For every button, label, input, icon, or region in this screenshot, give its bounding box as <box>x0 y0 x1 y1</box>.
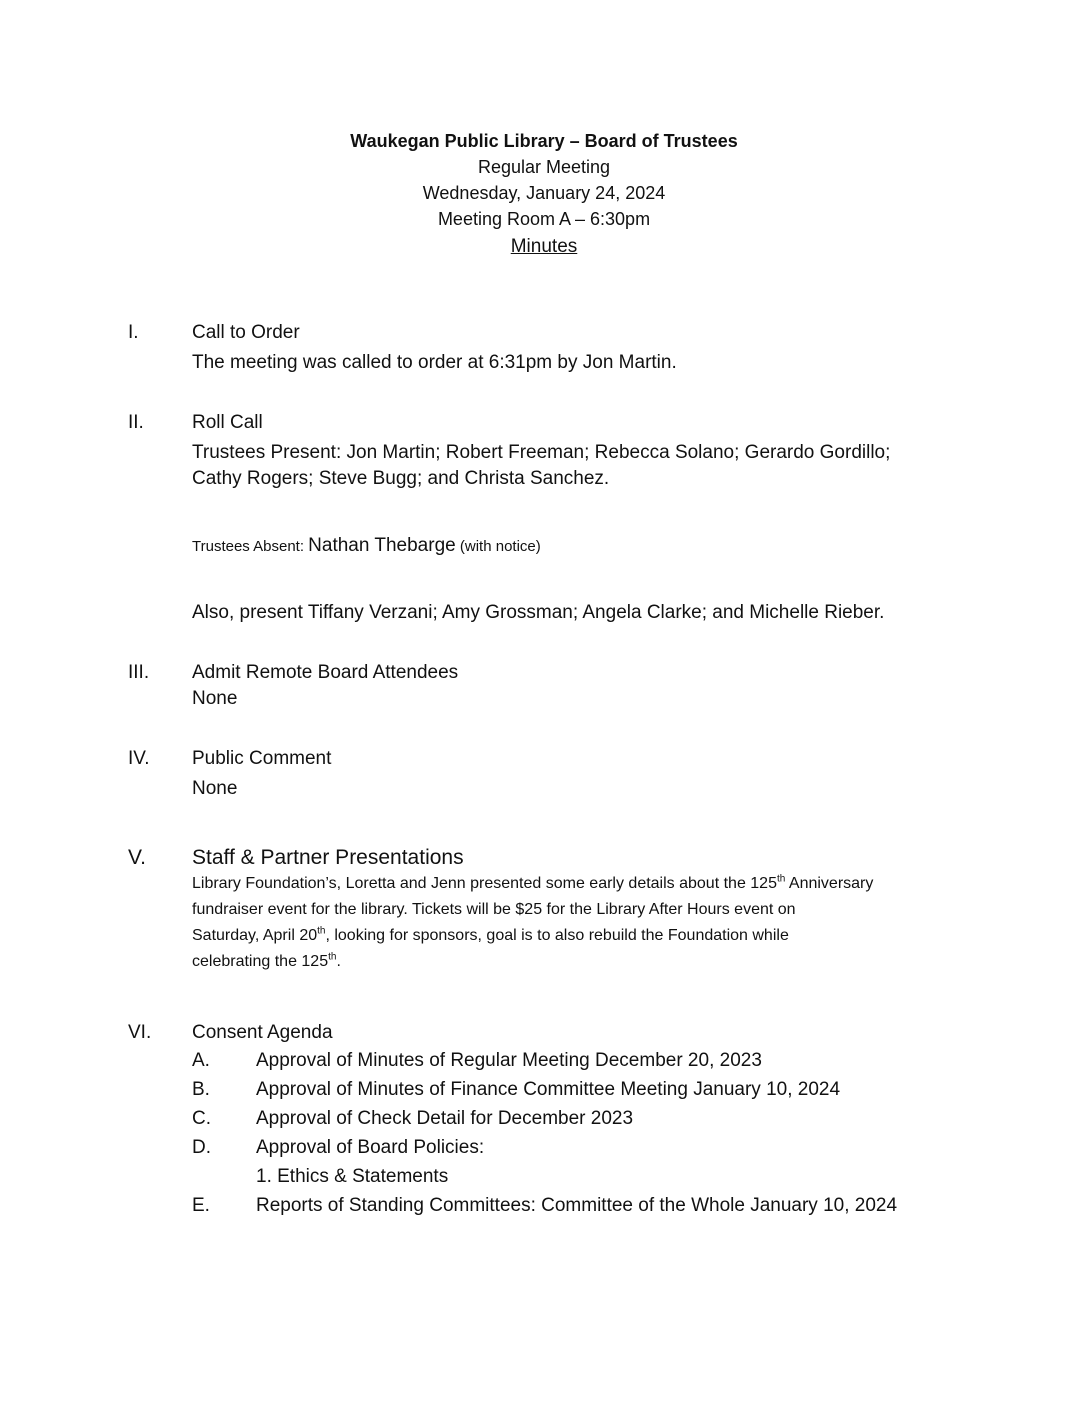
agenda-item <box>192 1106 982 1135</box>
agenda-item-text: Reports of Standing Committees: Committee of the Whole January 10, 2024 <box>256 1195 898 1216</box>
trustees-absent-name: Nathan Thebarge <box>308 535 456 556</box>
agenda-item-label: E. <box>192 1195 210 1216</box>
section-title: Public Comment <box>192 748 332 769</box>
trustees-absent <box>192 532 982 560</box>
document-label: Minutes <box>510 236 578 257</box>
section-number: IV. <box>128 748 150 769</box>
agenda-item-label: B. <box>192 1079 210 1100</box>
also-present: Also, present Tiffany Verzani; Amy Grossman; Angela Clarke; and Michelle Rieber. <box>192 602 885 623</box>
section-title: Roll Call <box>192 412 263 433</box>
agenda-item-text: Approval of Minutes of Finance Committee Meeting January 10, 2024 <box>256 1079 841 1100</box>
section-text: The meeting was called to order at 6:31pm by Jon Martin. <box>192 352 677 373</box>
meeting-date: Wednesday, January 24, 2024 <box>422 183 666 203</box>
document-header <box>0 128 1088 260</box>
section-title: Admit Remote Board Attendees <box>192 662 459 683</box>
section-title: Staff & Partner Presentations <box>192 846 464 869</box>
section-number: I. <box>128 322 139 343</box>
agenda-item <box>192 1048 982 1077</box>
presentation-line-4: celebrating the 125th. <box>192 951 341 970</box>
section-text: None <box>192 688 238 709</box>
section-title: Call to Order <box>192 322 300 343</box>
agenda-item-label: D. <box>192 1137 211 1158</box>
trustees-absent-label: Trustees Absent: <box>192 538 309 555</box>
agenda-item-text: Approval of Board Policies: <box>256 1137 485 1158</box>
document-title: Waukegan Public Library – Board of Trustees <box>350 131 738 151</box>
agenda-sub-item <box>192 1164 982 1193</box>
agenda-item-text: Approval of Check Detail for December 2023 <box>256 1108 634 1129</box>
section-number: VI. <box>128 1022 152 1043</box>
agenda-item-label: A. <box>192 1050 210 1071</box>
presentation-line-3: Saturday, April 20th, looking for sponsors, goal is to also rebuild the Foundation while <box>192 925 789 944</box>
trustees-absent-note: (with notice) <box>455 538 541 555</box>
section-number: III. <box>128 662 150 683</box>
agenda-item <box>192 1193 982 1222</box>
section-number: II. <box>128 412 144 433</box>
agenda-item <box>192 1135 982 1164</box>
section-title: Consent Agenda <box>192 1022 333 1043</box>
section-number: V. <box>128 846 146 869</box>
meeting-type: Regular Meeting <box>477 157 611 177</box>
trustees-present-line-1: Trustees Present: Jon Martin; Robert Freeman; Rebecca Solano; Gerardo Gordillo; <box>192 442 891 463</box>
agenda-item-label: C. <box>192 1108 211 1129</box>
agenda-item-text: Approval of Minutes of Regular Meeting December 20, 2023 <box>256 1050 762 1071</box>
section-text: None <box>192 778 238 799</box>
agenda-item <box>192 1077 982 1106</box>
agenda-item-text: 1. Ethics & Statements <box>256 1166 449 1187</box>
meeting-room-time: Meeting Room A – 6:30pm <box>437 209 651 229</box>
trustees-present-line-2: Cathy Rogers; Steve Bugg; and Christa Sanchez. <box>192 468 610 489</box>
presentation-line-2: fundraiser event for the library. Tickets will be $25 for the Library After Hours event on <box>192 901 796 918</box>
presentation-line-1: Library Foundation’s, Loretta and Jenn presented some early details about the 125th Anniversary <box>192 873 874 892</box>
